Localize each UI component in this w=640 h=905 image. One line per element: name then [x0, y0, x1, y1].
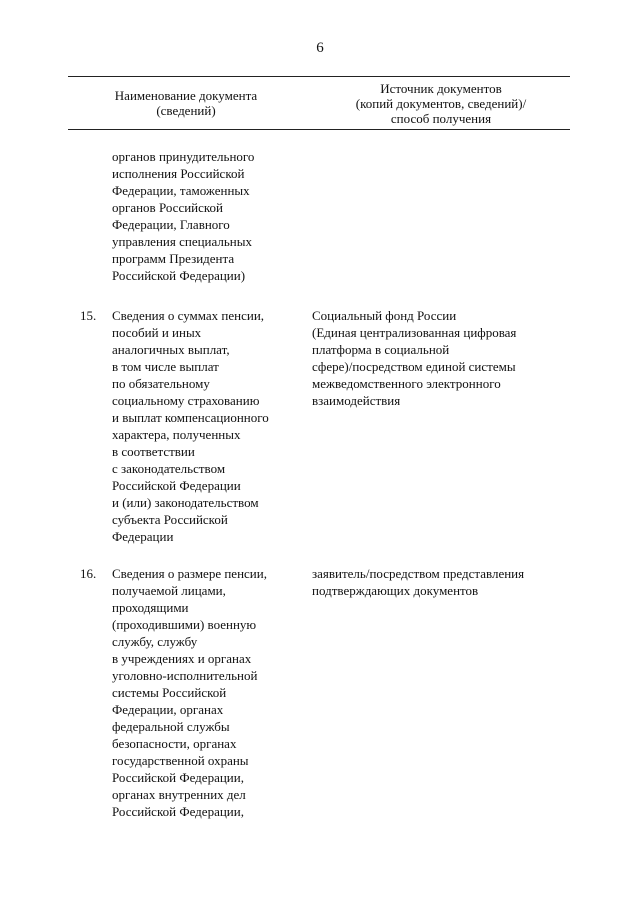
- text-line: в соответствии: [112, 444, 195, 459]
- text-line: службу, службу: [112, 634, 198, 649]
- table-header: [68, 76, 570, 130]
- text-line: системы Российской: [112, 685, 227, 700]
- header-line: (сведений): [156, 103, 216, 118]
- text-line: в учреждениях и органах: [112, 651, 252, 666]
- text-line: Федерации, таможенных: [112, 183, 250, 198]
- text-line: и выплат компенсационного: [112, 410, 269, 425]
- text-line: государственной охраны: [112, 753, 249, 768]
- text-line: Федерации: [112, 529, 174, 544]
- text-line: органах внутренних дел: [112, 787, 246, 802]
- text-line: Сведения о размере пенсии,: [112, 566, 267, 581]
- header-document-source: [312, 77, 570, 129]
- text-line: (Единая централизованная цифровая: [312, 325, 517, 340]
- text-line: Российской Федерации,: [112, 770, 244, 785]
- text-line: Российской Федерации,: [112, 804, 244, 819]
- document-source-cell: [312, 307, 582, 409]
- header-line: Наименование документа: [114, 88, 258, 103]
- text-line: аналогичных выплат,: [112, 342, 230, 357]
- text-line: подтверждающих документов: [312, 583, 479, 598]
- document-name-cell: [112, 307, 302, 545]
- text-line: Социальный фонд России: [312, 308, 457, 323]
- text-line: Федерации, Главного: [112, 217, 230, 232]
- text-line: управления специальных: [112, 234, 252, 249]
- text-line: проходящими: [112, 600, 189, 615]
- text-line: получаемой лицами,: [112, 583, 226, 598]
- text-line: федеральной службы: [112, 719, 230, 734]
- text-line: заявитель/посредством представления: [312, 566, 525, 581]
- row-number: 15.: [80, 308, 97, 323]
- text-line: органов Российской: [112, 200, 224, 215]
- text-line: социальному страхованию: [112, 393, 260, 408]
- header-line: способ получения: [390, 110, 492, 126]
- text-line: Российской Федерации): [112, 268, 246, 283]
- text-line: межведомственного электронного: [312, 376, 501, 391]
- document-source-cell: [312, 565, 582, 599]
- text-line: субъекта Российской: [112, 512, 228, 527]
- row-number: 16.: [80, 566, 97, 581]
- text-line: (проходившими) военную: [112, 617, 257, 632]
- header-line: (копий документов, сведений)/: [355, 95, 527, 111]
- text-line: Российской Федерации: [112, 478, 241, 493]
- text-line: органов принудительного: [112, 149, 255, 164]
- document-name-cell: [112, 565, 302, 820]
- text-line: программ Президента: [112, 251, 235, 266]
- document-name-cell: [112, 148, 302, 284]
- header-line: Источник документов: [380, 80, 502, 96]
- text-line: с законодательством: [112, 461, 226, 476]
- text-line: платформа в социальной: [312, 342, 450, 357]
- text-line: пособий и иных: [112, 325, 202, 340]
- text-line: Федерации, органах: [112, 702, 224, 717]
- header-document-name: [68, 77, 304, 129]
- text-line: безопасности, органах: [112, 736, 237, 751]
- text-line: характера, полученных: [112, 427, 241, 442]
- text-line: исполнения Российской: [112, 166, 245, 181]
- text-line: по обязательному: [112, 376, 210, 391]
- text-line: и (или) законодательством: [112, 495, 259, 510]
- text-line: уголовно-исполнительной: [112, 668, 258, 683]
- text-line: в том числе выплат: [112, 359, 219, 374]
- page-number: 6: [316, 40, 324, 56]
- text-line: Сведения о суммах пенсии,: [112, 308, 265, 323]
- text-line: сфере)/посредством единой системы: [312, 359, 516, 374]
- text-line: взаимодействия: [312, 393, 401, 408]
